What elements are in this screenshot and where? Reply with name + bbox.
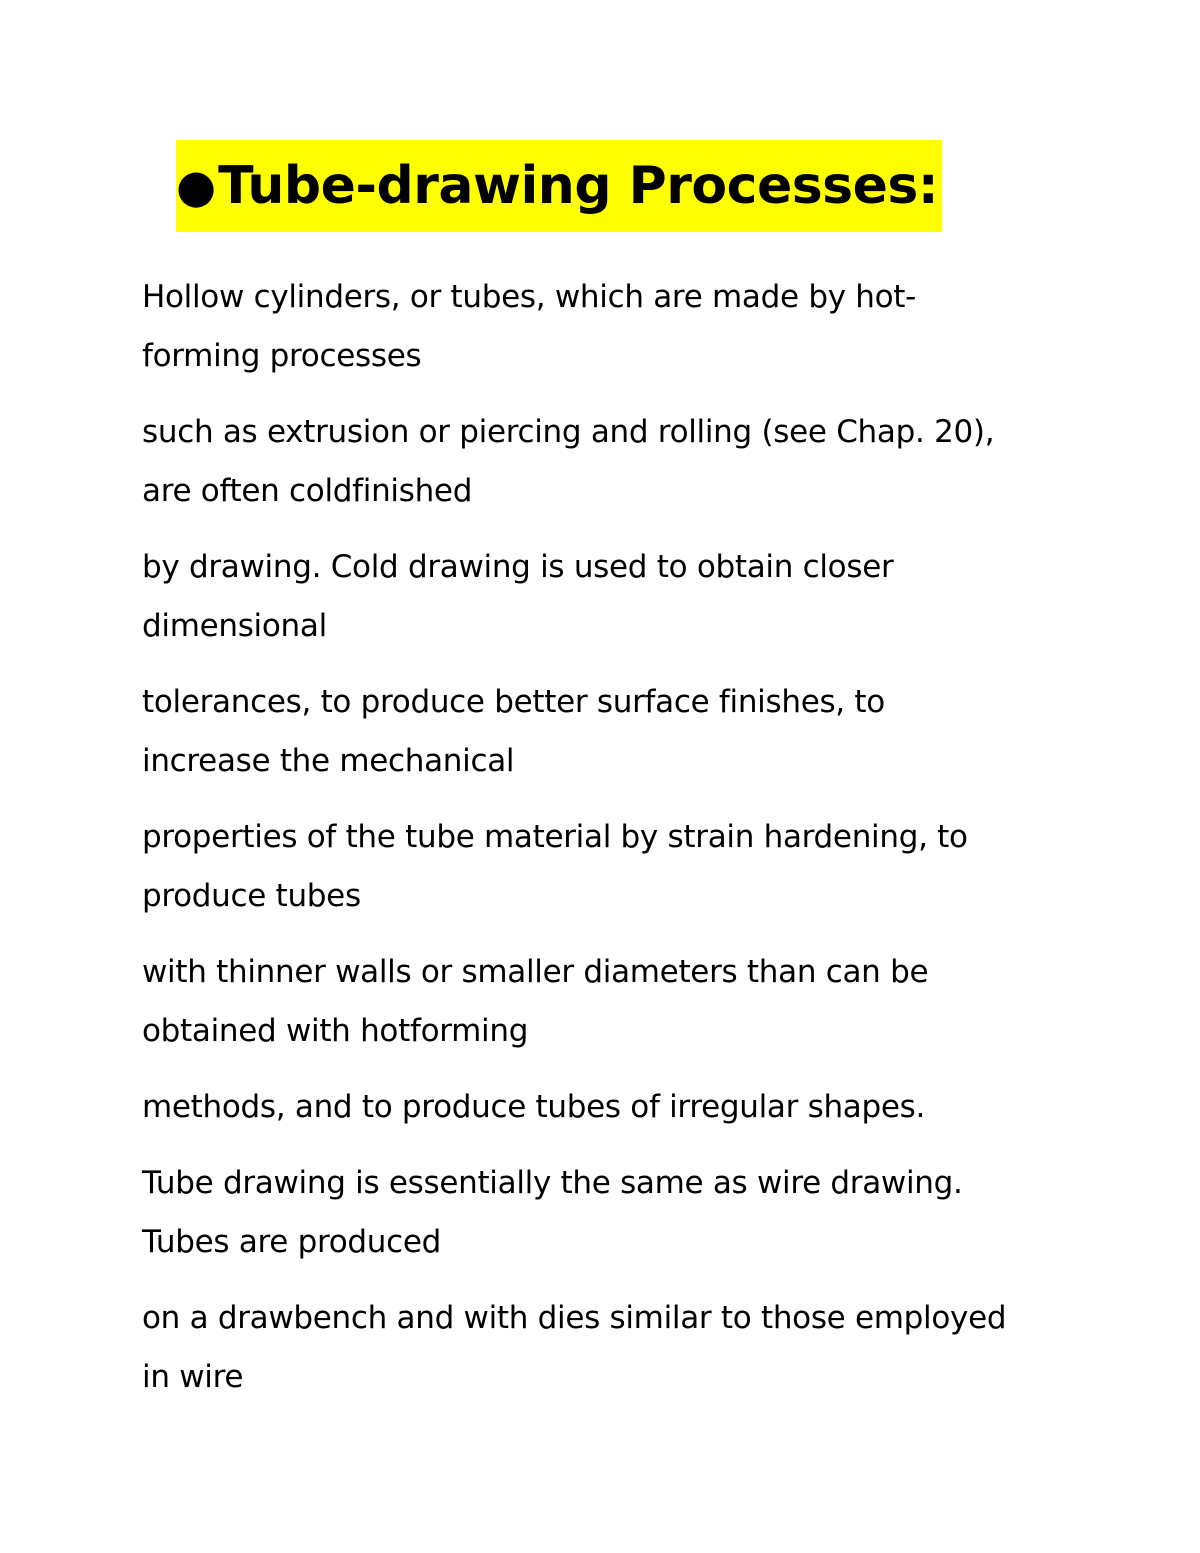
section-heading — [176, 140, 942, 232]
text-line: on a drawbench and with dies similar to those employed — [142, 1300, 1007, 1336]
paragraph — [142, 1154, 1152, 1272]
text-line: with thinner walls or smaller diameters than can be — [142, 954, 929, 990]
text-line: Tubes are produced — [142, 1224, 442, 1260]
paragraph — [142, 1289, 1152, 1407]
heading-title: Tube-drawing Processes: — [218, 156, 939, 216]
text-line: methods, and to produce tubes of irregular shapes. — [142, 1089, 926, 1125]
text-line: are often coldfinished — [142, 473, 473, 509]
bullet-icon: ● — [176, 159, 217, 213]
text-line: increase the mechanical — [142, 743, 515, 779]
body-text — [142, 268, 1152, 1424]
text-line: obtained with hotforming — [142, 1013, 529, 1049]
text-line: produce tubes — [142, 878, 361, 914]
paragraph — [142, 943, 1152, 1061]
text-line: forming processes — [142, 338, 422, 374]
text-line: by drawing. Cold drawing is used to obtain closer — [142, 549, 894, 585]
text-line: Hollow cylinders, or tubes, which are made by hot- — [142, 279, 917, 315]
paragraph — [142, 808, 1152, 926]
paragraph — [142, 538, 1152, 656]
text-line: tolerances, to produce better surface finishes, to — [142, 684, 885, 720]
paragraph — [142, 268, 1152, 386]
paragraph — [142, 1078, 1152, 1137]
text-line: Tube drawing is essentially the same as wire drawing. — [142, 1165, 963, 1201]
paragraph — [142, 673, 1152, 791]
text-line: in wire — [142, 1359, 244, 1395]
text-line: properties of the tube material by strain hardening, to — [142, 819, 968, 855]
text-line: dimensional — [142, 608, 327, 644]
paragraph — [142, 403, 1152, 521]
text-line: such as extrusion or piercing and rolling (see Chap. 20), — [142, 414, 995, 450]
